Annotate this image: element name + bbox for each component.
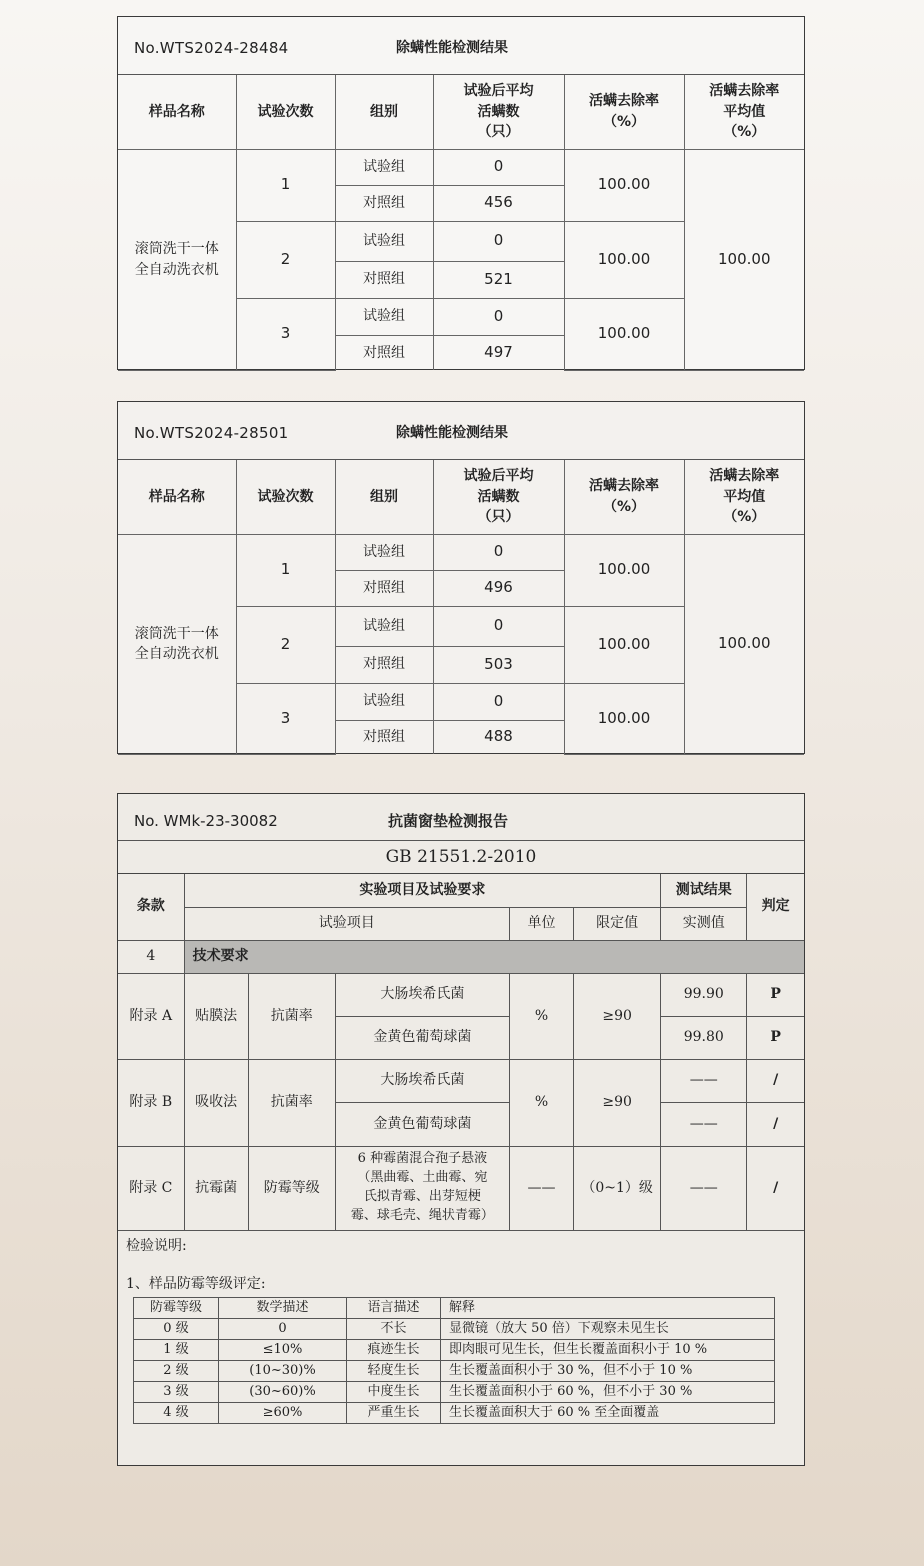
control-group-label: 对照组 (335, 646, 433, 683)
property-a: 抗菌率 (248, 973, 335, 1059)
verbal-cell: 痕迹生长 (347, 1339, 441, 1360)
unit-header: 单位 (510, 907, 574, 940)
sample-header: 样品名称 (118, 75, 236, 149)
control-group-label: 对照组 (335, 185, 433, 221)
trial-number: 3 (236, 683, 335, 754)
grade-cell: 1 级 (134, 1339, 219, 1360)
trial-header: 试验次数 (236, 75, 335, 149)
removal-rate-header: 活螨去除率 （%） (564, 460, 684, 534)
explanation-header: 解释 (441, 1297, 775, 1318)
items-requirements-header: 实验项目及试验要求 (184, 874, 661, 907)
trial-number: 3 (236, 298, 335, 370)
trial-number: 2 (236, 221, 335, 298)
math-cell: ≥60% (219, 1402, 347, 1423)
math-cell: (10~30)% (219, 1360, 347, 1381)
measured-a2: 99.80 (661, 1016, 747, 1059)
method-a: 贴膜法 (184, 973, 248, 1059)
avg-rate-header: 活螨去除率 平均值 （%） (684, 75, 804, 149)
clause-b: 附录 B (118, 1059, 184, 1146)
judge-c: / (747, 1146, 804, 1230)
table-header-row (118, 907, 804, 940)
report-header (118, 17, 804, 75)
control-group-label: 对照组 (335, 570, 433, 606)
measured-b2: —— (661, 1102, 747, 1146)
group-header: 组别 (335, 460, 433, 534)
report-number: No.WTS2024-28484 (134, 39, 289, 57)
test-count: 0 (433, 298, 564, 335)
antibacterial-table (118, 874, 804, 1231)
control-count: 456 (433, 185, 564, 221)
verbal-cell: 中度生长 (347, 1381, 441, 1402)
test-count: 0 (433, 221, 564, 261)
table-row (134, 1339, 775, 1360)
trial-number: 1 (236, 149, 335, 221)
tech-clause: 4 (118, 940, 184, 973)
table-row (118, 1059, 804, 1102)
trial-number: 2 (236, 606, 335, 683)
report-header (118, 794, 804, 841)
control-count: 521 (433, 261, 564, 298)
table-row (134, 1402, 775, 1423)
avg-removal-rate: 100.00 (684, 149, 804, 370)
control-count: 503 (433, 646, 564, 683)
judge-header: 判定 (747, 874, 804, 940)
judge-a2: P (747, 1016, 804, 1059)
removal-rate: 100.00 (564, 221, 684, 298)
test-group-label: 试验组 (335, 298, 433, 335)
avg-mites-header: 试验后平均 活螨数 （只） (433, 75, 564, 149)
judge-b2: / (747, 1102, 804, 1146)
test-group-label: 试验组 (335, 149, 433, 185)
mite-report-2 (117, 401, 805, 754)
measured-b1: —— (661, 1059, 747, 1102)
mold-description: 6 种霉菌混合孢子悬液 （黑曲霉、土曲霉、宛 氏拟青霉、出芽短梗 霉、球毛壳、绳状青霉） (335, 1146, 509, 1230)
report-title: 抗菌窗垫检测报告 (388, 812, 509, 830)
property-b: 抗菌率 (248, 1059, 335, 1146)
judge-a1: P (747, 973, 804, 1016)
unit-b: % (510, 1059, 574, 1146)
math-cell: (30~60)% (219, 1381, 347, 1402)
control-count: 497 (433, 335, 564, 370)
clause-c: 附录 C (118, 1146, 184, 1230)
table-header-row (134, 1297, 775, 1318)
tech-requirements: 技术要求 (184, 940, 804, 973)
mite-result-table (118, 460, 804, 755)
mite-report-1 (117, 16, 805, 370)
group-header: 组别 (335, 75, 433, 149)
test-count: 0 (433, 149, 564, 185)
measured-header: 实测值 (661, 907, 747, 940)
report-number: No. WMk-23-30082 (134, 812, 278, 830)
table-row (134, 1360, 775, 1381)
report-title: 除螨性能检测结果 (396, 40, 508, 56)
table-row (134, 1318, 775, 1339)
result-header: 测试结果 (661, 874, 747, 907)
math-cell: ≤10% (219, 1339, 347, 1360)
grade-cell: 2 级 (134, 1360, 219, 1381)
avg-rate-header: 活螨去除率 平均值 （%） (684, 460, 804, 534)
test-count: 0 (433, 683, 564, 720)
explanation-cell: 显微镜（放大 50 倍）下观察未见生长 (441, 1318, 775, 1339)
bacteria-saureus: 金黄色葡萄球菌 (335, 1016, 509, 1059)
sample-name: 滚筒洗干一体 全自动洗衣机 (118, 149, 236, 370)
report-header (118, 402, 804, 460)
unit-c: —— (510, 1146, 574, 1230)
item-header: 试验项目 (184, 907, 509, 940)
table-header-row (118, 874, 804, 907)
method-c: 抗霉菌 (184, 1146, 248, 1230)
limit-a: ≥90 (574, 973, 661, 1059)
test-count: 0 (433, 534, 564, 570)
table-row (118, 149, 804, 185)
removal-rate: 100.00 (564, 606, 684, 683)
grade-header: 防霉等级 (134, 1297, 219, 1318)
avg-removal-rate: 100.00 (684, 534, 804, 754)
inspection-notes (118, 1231, 804, 1297)
test-group-label: 试验组 (335, 606, 433, 646)
mite-result-table (118, 75, 804, 371)
table-row (118, 1146, 804, 1230)
explanation-cell: 即肉眼可见生长，但生长覆盖面积小于 10 % (441, 1339, 775, 1360)
mold-grade-table (133, 1297, 775, 1424)
test-group-label: 试验组 (335, 534, 433, 570)
table-header-row (118, 460, 804, 534)
math-header: 数学描述 (219, 1297, 347, 1318)
grade-cell: 3 级 (134, 1381, 219, 1402)
removal-rate: 100.00 (564, 149, 684, 221)
judge-b1: / (747, 1059, 804, 1102)
removal-rate: 100.00 (564, 534, 684, 606)
grade-cell: 4 级 (134, 1402, 219, 1423)
control-group-label: 对照组 (335, 335, 433, 370)
method-b: 吸收法 (184, 1059, 248, 1146)
table-row (118, 973, 804, 1016)
table-row (118, 534, 804, 570)
test-group-label: 试验组 (335, 221, 433, 261)
removal-rate: 100.00 (564, 298, 684, 370)
table-header-row (118, 75, 804, 149)
limit-b: ≥90 (574, 1059, 661, 1146)
table-row (134, 1381, 775, 1402)
verbal-cell: 不长 (347, 1318, 441, 1339)
limit-c: （0~1）级 (574, 1146, 661, 1230)
bacteria-ecoli: 大肠埃希氏菌 (335, 973, 509, 1016)
verbal-header: 语言描述 (347, 1297, 441, 1318)
explanation-cell: 生长覆盖面积小于 30 %，但不小于 10 % (441, 1360, 775, 1381)
test-group-label: 试验组 (335, 683, 433, 720)
explanation-cell: 生长覆盖面积大于 60 % 至全面覆盖 (441, 1402, 775, 1423)
grade-eval-title: 1、样品防霉等级评定: (126, 1275, 266, 1292)
sample-name: 滚筒洗干一体 全自动洗衣机 (118, 534, 236, 754)
verbal-cell: 严重生长 (347, 1402, 441, 1423)
limit-header: 限定值 (574, 907, 661, 940)
control-count: 488 (433, 720, 564, 754)
clause-header: 条款 (118, 874, 184, 940)
math-cell: 0 (219, 1318, 347, 1339)
sample-header: 样品名称 (118, 460, 236, 534)
report-title: 除螨性能检测结果 (396, 425, 508, 441)
standard-number: GB 21551.2-2010 (118, 841, 804, 874)
trial-number: 1 (236, 534, 335, 606)
measured-c: —— (661, 1146, 747, 1230)
explanation-cell: 生长覆盖面积小于 60 %，但不小于 30 % (441, 1381, 775, 1402)
unit-a: % (510, 973, 574, 1059)
notes-label: 检验说明: (126, 1237, 187, 1254)
bacteria-ecoli: 大肠埃希氏菌 (335, 1059, 509, 1102)
control-group-label: 对照组 (335, 261, 433, 298)
control-group-label: 对照组 (335, 720, 433, 754)
grade-cell: 0 级 (134, 1318, 219, 1339)
report-number: No.WTS2024-28501 (134, 424, 289, 442)
verbal-cell: 轻度生长 (347, 1360, 441, 1381)
removal-rate-header: 活螨去除率 （%） (564, 75, 684, 149)
bacteria-saureus: 金黄色葡萄球菌 (335, 1102, 509, 1146)
clause-a: 附录 A (118, 973, 184, 1059)
test-count: 0 (433, 606, 564, 646)
table-row (118, 940, 804, 973)
trial-header: 试验次数 (236, 460, 335, 534)
measured-a1: 99.90 (661, 973, 747, 1016)
antibacterial-report (117, 793, 805, 1466)
avg-mites-header: 试验后平均 活螨数 （只） (433, 460, 564, 534)
control-count: 496 (433, 570, 564, 606)
removal-rate: 100.00 (564, 683, 684, 754)
property-c: 防霉等级 (248, 1146, 335, 1230)
